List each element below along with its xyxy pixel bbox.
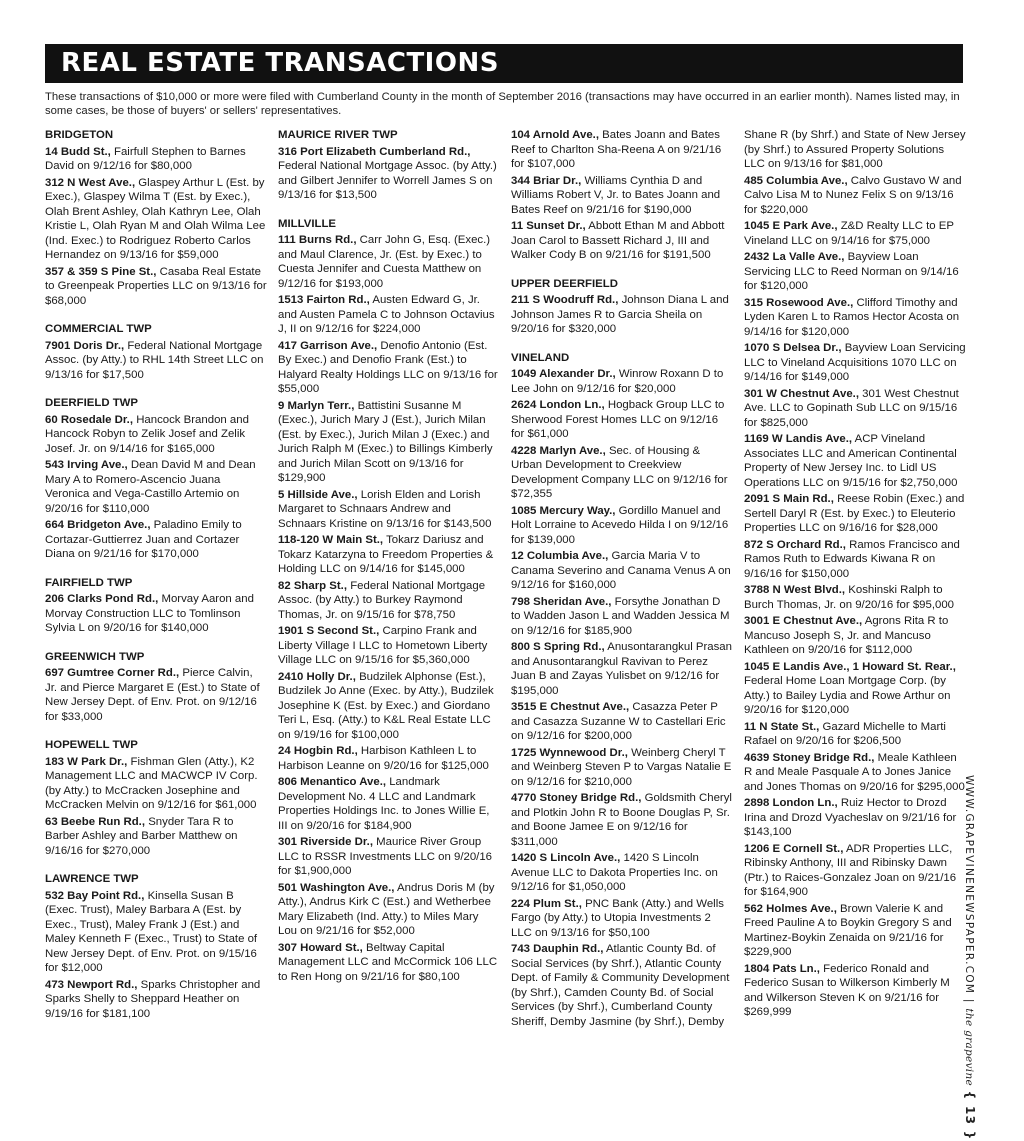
transaction-details: Abbott Ethan M and Abbott Joan Carol to Bassett Richard J, III and Walker Cody B on 9/21/16 for $191,500 [511, 220, 725, 261]
property-address: 4228 Marlyn Ave., [511, 444, 606, 457]
property-address: 316 Port Elizabeth Cumberland Rd., [278, 145, 471, 158]
transaction-details: Goldsmith Cheryl and Plotkin John R to Boone Douglas P, Sr. and Boone Jamee E on 9/12/16 for $311,000 [511, 792, 732, 848]
transaction-entry [744, 720, 966, 749]
transaction-details: 301 West Chestnut Ave. LLC to Gopinath Sub LLC on 9/15/16 for $825,000 [744, 387, 959, 429]
property-address: 1901 S Second St., [278, 625, 380, 637]
property-address: 3001 E Chestnut Ave., [744, 615, 863, 627]
transaction-details: Winrow Roxann D to Lee John on 9/12/16 for $20,000 [511, 368, 724, 395]
page-number: { 13 } [963, 1090, 977, 1141]
property-address: 9 Marlyn Terr., [278, 399, 355, 412]
property-address: 1045 E Park Ave., [744, 220, 838, 232]
transaction-entry [744, 492, 966, 536]
transaction-entry [511, 595, 733, 639]
property-address: 312 N West Ave., [45, 176, 136, 189]
property-address: 1725 Wynnewood Dr., [511, 746, 628, 759]
transaction-entry [744, 128, 966, 172]
transaction-entry [744, 751, 966, 795]
property-address: 562 Holmes Ave., [744, 902, 837, 915]
section-heading: GREENWICH TWP [45, 650, 145, 663]
transaction-entry [45, 815, 267, 859]
transaction-entry [45, 176, 267, 263]
property-address: 2410 Holly Dr., [278, 670, 356, 683]
transaction-details: Johnson Diana L and Johnson James R to Garcia Sheila on 9/20/16 for $320,000 [511, 294, 729, 335]
transaction-entry [511, 504, 733, 548]
transaction-entry [744, 842, 966, 900]
transaction-details: Battistini Susanne M (Exec.), Jurich Mary J (Est.), Jurich Milan (Est. by Exec.), Jurich Milan J (Exec.) and Jurich Ralph M (Exec.) to Billings Kimberly and Jurich Milan Scott on 9/13/16 for $129,900 [278, 399, 493, 484]
property-address: 485 Columbia Ave., [744, 174, 848, 187]
transaction-details: Lorish Elden and Lorish Margaret to Schnaars Andrew and Schnaars Kristine on 9/13/16 for $143,500 [278, 488, 492, 530]
page-title: REAL ESTATE TRANSACTIONS [61, 48, 499, 78]
column-1 [45, 128, 267, 1023]
property-address: 800 S Spring Rd., [511, 641, 605, 653]
transaction-details: Paladino Emily to Cortazar-Guttierrez Juan and Cortazer Diana on 9/21/16 for $170,000 [45, 519, 242, 560]
transaction-details: Atlantic County Bd. of Social Services (by Shrf.), Atlantic County Dept. of Family & Community Development (by Shrf.), Camden County Bd. of Social Services (by Shrf.), Cumberland County Sheriff, Demby Jasmine (by Shrf.), Demby [511, 943, 730, 1028]
transaction-entry [511, 398, 733, 442]
transaction-entry [278, 881, 500, 939]
transaction-details: Dean David M and Dean Mary A to Romero-Ascencio Juana Veronica and Vega-Castillo Artemio on 9/20/16 for $110,000 [45, 459, 256, 515]
transaction-entry [511, 174, 733, 218]
property-address: 3788 N West Blvd., [744, 584, 846, 596]
transaction-details: Hancock Brandon and Hancock Robyn to Zelik Josef and Zelik Josef. Jr. on 9/14/16 for $165,000 [45, 413, 249, 455]
transaction-entry [45, 755, 267, 813]
transaction-entry [511, 791, 733, 849]
property-address: 315 Rosewood Ave., [744, 296, 854, 309]
property-address: 697 Gumtree Corner Rd., [45, 667, 180, 679]
title-banner [45, 44, 963, 83]
transaction-details: 1420 S Lincoln Avenue LLC to Dakota Properties Inc. on 9/12/16 for $1,050,000 [511, 852, 718, 893]
property-address: 307 Howard St., [278, 941, 363, 954]
transaction-entry [744, 432, 966, 490]
property-address: 4770 Stoney Bridge Rd., [511, 792, 642, 804]
publication-name: the grapevine [963, 1008, 975, 1087]
column-2 [278, 128, 500, 986]
transaction-entry [511, 128, 733, 172]
property-address: 664 Bridgeton Ave., [45, 519, 151, 531]
transaction-details: Austen Edward G, Jr. and Austen Pamela C to Johnson Octavius J, II on 9/12/16 for $224,000 [278, 294, 495, 335]
transaction-details: Koshinski Ralph to Burch Thomas, Jr. on 9/20/16 for $95,000 [744, 584, 955, 611]
transaction-entry [278, 670, 500, 743]
transaction-details: Beltway Capital Management LLC and McCormick 106 LLC to Ren Hong on 9/21/16 for $80,100 [278, 941, 498, 983]
transaction-details: Fairfull Stephen to Barnes David on 9/12/16 for $80,000 [45, 145, 246, 172]
transaction-entry [45, 339, 267, 383]
property-address: 344 Briar Dr., [511, 174, 582, 187]
transaction-details: Carr John G, Esq. (Exec.) and Maul Clarence, Jr. (Est. by Exec.) to Cuesta Jennifer and Cuesta Matthew on 9/12/16 for $193,000 [278, 234, 491, 290]
transaction-details: Casaba Real Estate to Greenpeak Properties LLC on 9/13/16 for $68,000 [45, 265, 267, 307]
section-heading: COMMERCIAL TWP [45, 323, 152, 335]
transaction-details: Glaspey Arthur L (Est. by Exec.), Glaspey Wilma T (Est. by Exec.), Olah Brent Ashley, Olah Kathryn Lee, Olah Kristie L, Olah Ryan M and Olah Wilma Lee (Ind. Exec.) to Rodriguez Roberto Carlos Hernandez on 9/13/16 for $59,000 [45, 176, 266, 261]
property-address: 63 Beebe Run Rd., [45, 815, 146, 828]
transaction-entry [278, 145, 500, 203]
transaction-details: Harbison Kathleen L to Harbison Leanne on 9/20/16 for $125,000 [278, 745, 489, 772]
transaction-details: Bates Joann and Bates Reef to Charlton Sha-Reena A on 9/21/16 for $107,000 [511, 129, 722, 170]
section-heading: MILLVILLE [278, 217, 336, 230]
transaction-details: Sparks Christopher and Sparks Shelly to Sheppard Heather on 9/19/16 for $181,100 [45, 978, 261, 1020]
transaction-entry [278, 624, 500, 668]
transaction-entry [278, 775, 500, 833]
property-address: 473 Newport Rd., [45, 978, 138, 991]
transaction-entry [511, 942, 733, 1029]
transaction-details: Federal Home Loan Mortgage Corp. (by Atty.) to Bailey Lydia and Rowe Arthur on 9/20/16 for $120,000 [744, 675, 951, 716]
property-address: 7901 Doris Dr., [45, 339, 125, 352]
transaction-entry [278, 293, 500, 337]
property-address: 1804 Pats Ln., [744, 962, 820, 975]
transaction-details: Brown Valerie K and Freed Pauline A to Boykin Gregory S and Martinez-Boykin Zenaida on 9/21/16 for $229,900 [744, 902, 952, 958]
transaction-entry [744, 296, 966, 340]
property-address: 1169 W Landis Ave., [744, 433, 853, 445]
property-address: 543 Irving Ave., [45, 459, 128, 471]
transaction-entry [45, 889, 267, 976]
property-address: 104 Arnold Ave., [511, 129, 599, 141]
property-address: 82 Sharp St., [278, 579, 348, 592]
transaction-details: Landmark Development No. 4 LLC and Landmark Properties Holdings Inc. to Jones Willie E, III on 9/20/16 for $184,900 [278, 776, 490, 832]
transaction-details: Sec. of Housing & Urban Development to Creekview Development Company LLC on 9/12/16 for $72,355 [511, 444, 728, 500]
property-address: 1420 S Lincoln Ave., [511, 852, 621, 864]
transaction-entry [278, 744, 500, 773]
transaction-details: Williams Cynthia D and Williams Robert V, Jr. to Bates Joann and Bates Reef on 9/21/16 for $190,000 [511, 174, 721, 216]
property-address: 1513 Fairton Rd., [278, 294, 370, 306]
property-address: 4639 Stoney Bridge Rd., [744, 751, 875, 764]
footer-separator: | [963, 998, 975, 1004]
transaction-entry [744, 387, 966, 431]
property-address: 357 & 359 S Pine St., [45, 265, 157, 278]
transaction-details: Ramos Francisco and Ramos Ruth to Edwards Kiwana R on 9/16/16 for $150,000 [744, 538, 960, 580]
transaction-entry [45, 145, 267, 174]
transaction-details: Weinberg Cheryl T and Weinberg Steven P to Vargas Natalie E on 9/12/16 for $210,000 [511, 746, 732, 788]
transaction-details: Meale Kathleen R and Meale Pasquale A to Jones Janice and Jones Thomas on 9/20/16 for $295,000 [744, 751, 965, 793]
property-address: 1070 S Delsea Dr., [744, 342, 842, 354]
section-heading: DEERFIELD TWP [45, 397, 139, 409]
property-address: 806 Menantico Ave., [278, 776, 387, 788]
property-address: 301 W Chestnut Ave., [744, 387, 859, 400]
section-heading: MAURICE RIVER TWP [278, 129, 398, 141]
transaction-entry [744, 614, 966, 658]
property-address: 501 Washington Ave., [278, 881, 395, 894]
transaction-entry [511, 444, 733, 502]
transaction-entry [45, 458, 267, 516]
property-address: 2898 London Ln., [744, 797, 838, 809]
property-address: 111 Burns Rd., [278, 234, 357, 246]
transaction-entry [278, 533, 500, 577]
transaction-details: Z&D Realty LLC to EP Vineland LLC on 9/14/16 for $75,000 [744, 220, 954, 247]
property-address: 11 N State St., [744, 720, 820, 733]
transaction-details: Federico Ronald and Federico Susan to Wilkerson Kimberly M and Wilkerson Steven K on 9/21/16 for $269,999 [744, 962, 950, 1018]
property-address: 11 Sunset Dr., [511, 220, 586, 232]
transaction-entry [278, 399, 500, 486]
property-address: 417 Garrison Ave., [278, 339, 378, 352]
transaction-details: Federal National Mortgage Assoc. (by Atty.) to RHL 14th Street LLC on 9/13/16 for $17,500 [45, 339, 264, 381]
transaction-details: Snyder Tara R to Barber Ashley and Barber Matthew on 9/16/16 for $270,000 [45, 815, 238, 857]
property-address: 872 S Orchard Rd., [744, 538, 846, 551]
transaction-entry [744, 902, 966, 960]
property-address: 2091 S Main Rd., [744, 493, 834, 505]
transaction-entry [278, 835, 500, 879]
transaction-entry [744, 660, 966, 718]
property-address: 224 Plum St., [511, 897, 582, 910]
property-address: 24 Hogbin Rd., [278, 745, 358, 757]
transaction-entry [511, 897, 733, 941]
transaction-details: Tokarz Dariusz and Tokarz Katarzyna to Freedom Properties & Holding LLC on 9/14/16 for $145,000 [278, 534, 494, 575]
transaction-entry [45, 666, 267, 724]
transaction-entry [278, 339, 500, 397]
transaction-entry [744, 796, 966, 840]
transaction-details: Denofio Antonio (Est. By Exec.) and Denofio Frank (Est.) to Halyard Realty Holdings LLC on 9/13/16 for $55,000 [278, 339, 498, 395]
transaction-details: Federal National Mortgage Assoc. (by Atty.) and Gilbert Jennifer to Worrell James S on 9/13/16 for $13,500 [278, 160, 497, 201]
property-address: 2624 London Ln., [511, 399, 605, 411]
transaction-details: Federal National Mortgage Assoc. (by Atty.) to Burkey Raymond Thomas, Jr. on 9/15/16 for $78,750 [278, 579, 486, 621]
transaction-entry [744, 219, 966, 248]
transaction-details: Garcia Maria V to Canama Severino and Canama Venus A on 9/12/16 for $160,000 [511, 550, 731, 591]
transaction-entry [278, 941, 500, 985]
transaction-entry [511, 219, 733, 263]
transaction-details: Calvo Gustavo W and Calvo Lisa M to Nunez Felix S on 9/13/16 for $220,000 [744, 174, 962, 216]
transaction-details: Forsythe Jonathan D to Wadden Jason L and Wadden Jessica M on 9/12/16 for $185,900 [511, 595, 730, 637]
transaction-details: Kinsella Susan B (Exec. Trust), Maley Barbara A (Est. by Exec., Trust), Maley Frank J (Est.) and Maley Kenneth F (Exec., Trust) to State of New Jersey Dept. of Env. Prot. on 9/15/16 for $12,000 [45, 889, 258, 974]
transaction-entry [511, 367, 733, 396]
section-heading: FAIRFIELD TWP [45, 576, 133, 589]
transaction-details: Hogback Group LLC to Sherwood Forest Homes LLC on 9/12/16 for $61,000 [511, 399, 725, 440]
property-address: 743 Dauphin Rd., [511, 943, 604, 955]
property-address: 211 S Woodruff Rd., [511, 294, 619, 306]
transaction-details: Carpino Frank and Liberty Village I LLC to Hometown Liberty Village LLC on 9/15/16 for $5,360,000 [278, 625, 488, 666]
property-address: 301 Riverside Dr., [278, 836, 373, 848]
section-heading: VINELAND [511, 351, 570, 364]
transaction-entry [278, 579, 500, 623]
transaction-details: PNC Bank (Atty.) and Wells Fargo (by Atty.) to Utopia Investments 2 LLC on 9/13/16 for $50,100 [511, 897, 724, 939]
transaction-details: Pierce Calvin, Jr. and Pierce Margaret E (Est.) to State of New Jersey Dept. of Env. Prot. on 9/12/16 for $33,000 [45, 667, 260, 723]
column-3 [511, 128, 733, 1031]
transaction-entry [511, 851, 733, 895]
transaction-entry [278, 488, 500, 532]
property-address: 1049 Alexander Dr., [511, 368, 616, 380]
transaction-details: Morvay Aaron and Morvay Construction LLC to Tomlinson Sylvia L on 9/20/16 for $140,000 [45, 593, 254, 634]
transaction-details: Andrus Doris M (by Atty.), Andrus Kirk C (Est.) and Wetherbee Mary Elizabeth (Ind. Atty.) to Miles Mary Lou on 9/21/16 for $52,000 [278, 881, 495, 937]
transaction-details: Anusontarangkul Prasan and Anusontarangkul Ravivan to Perez Juan B and Zayas Yulisbet on 9/12/16 for $195,000 [511, 641, 732, 697]
transaction-entry [744, 174, 966, 218]
transaction-details: Shane R (by Shrf.) and State of New Jersey (by Shrf.) to Assured Property Solutions LLC on 9/13/16 for $81,000 [744, 129, 966, 170]
transaction-details: Ruiz Hector to Drozd Irina and Drozd Vyacheslav on 9/21/16 for $143,100 [744, 797, 957, 838]
transaction-entry [45, 592, 267, 636]
property-address: 5 Hillside Ave., [278, 488, 358, 501]
transaction-entry [511, 640, 733, 698]
transaction-details: Budzilek Alphonse (Est.), Budzilek Jo Anne (Exec. by Atty.), Budzilek Josephine K (Est. by Exec.) and Giordano Teri L, Esq. (Atty.) to K&L Real Estate LLC on 9/19/16 for $100,000 [278, 670, 494, 741]
transaction-entry [511, 746, 733, 790]
transaction-entry [744, 962, 966, 1020]
transaction-details: Bayview Loan Servicing LLC to Vineland Acquisitions 1070 LLC on 9/14/16 for $149,000 [744, 342, 966, 383]
property-address: 1045 E Landis Ave., 1 Howard St. Rear., [744, 660, 956, 673]
property-address: 1206 E Cornell St., [744, 842, 844, 855]
transaction-entry [278, 233, 500, 291]
property-address: 3515 E Chestnut Ave., [511, 701, 630, 713]
property-address: 1085 Mercury Way., [511, 504, 616, 517]
transaction-details: Maurice River Group LLC to RSSR Investments LLC on 9/20/16 for $1,900,000 [278, 836, 493, 877]
transaction-details: Casazza Peter P and Casazza Suzanne W to Castellari Eric on 9/12/16 for $200,000 [511, 701, 726, 742]
section-heading: UPPER DEERFIELD [511, 277, 618, 290]
page-footer-vertical [963, 775, 987, 1141]
transaction-entry [744, 250, 966, 294]
property-address: 183 W Park Dr., [45, 755, 128, 768]
transaction-details: Reese Robin (Exec.) and Sertell Daryl R (Est. by Exec.) to Eleuterio Properties LLC on 9/16/16 for $28,000 [744, 493, 965, 534]
transaction-details: ADR Properties LLC, Ribinsky Anthony, III and Ribinsky Dawn (Ptr.) to Raices-Gonzalez Joan on 9/21/16 for $164,900 [744, 842, 957, 898]
transaction-details: Bayview Loan Servicing LLC to Reed Norman on 9/14/16 for $120,000 [744, 251, 959, 292]
property-address: 60 Rosedale Dr., [45, 413, 134, 426]
transaction-entry [511, 549, 733, 593]
section-heading: LAWRENCE TWP [45, 873, 139, 885]
transaction-entry [45, 265, 267, 309]
transaction-entry [744, 341, 966, 385]
property-address: 14 Budd St., [45, 145, 111, 158]
transaction-entry [744, 538, 966, 582]
property-address: 118-120 W Main St., [278, 534, 384, 546]
transaction-details: Gazard Michelle to Marti Rafael on 9/20/16 for $206,500 [744, 720, 946, 747]
intro-text: These transactions of $10,000 or more were filed with Cumberland County in the month of September 2016 (transactions may have occurred in an earlier month). Names listed may, in some cases, be those of buyers' or sellers' representatives. [45, 91, 960, 117]
property-address: 798 Sheridan Ave., [511, 595, 612, 608]
transaction-details: Fishman Glen (Atty.), K2 Management LLC and MACWCP IV Corp. (by Atty.) to McCracken Josephine and McCracken Melvin on 9/12/16 for $61,000 [45, 755, 258, 811]
property-address: 206 Clarks Pond Rd., [45, 593, 159, 605]
transaction-details: Clifford Timothy and Lyden Karen L to Ramos Hector Acosta on 9/14/16 for $120,000 [744, 296, 960, 338]
transaction-entry [511, 700, 733, 744]
transaction-entry [45, 978, 267, 1022]
transaction-details: Gordillo Manuel and Holt Lorraine to Acevedo Hilda I on 9/12/16 for $139,000 [511, 504, 729, 546]
property-address: 2432 La Valle Ave., [744, 251, 845, 263]
transaction-entry [45, 413, 267, 457]
column-4 [744, 128, 966, 1022]
transaction-entry [511, 293, 733, 337]
transaction-details: ACP Vineland Associates LLC and American Continental Property of New Jersey Inc. to Lidl US Operations LLC on 9/15/16 for $2,750,000 [744, 433, 958, 489]
property-address: 532 Bay Point Rd., [45, 889, 145, 902]
transaction-entry [45, 518, 267, 562]
section-heading: HOPEWELL TWP [45, 739, 138, 751]
transaction-details: Agrons Rita R to Mancuso Joseph S, Jr. and Mancuso Kathleen on 9/20/16 for $112,000 [744, 615, 949, 656]
transaction-entry [744, 583, 966, 612]
property-address: 12 Columbia Ave., [511, 550, 609, 562]
section-heading: BRIDGETON [45, 129, 114, 141]
site-url: WWW.GRAPEVINENEWSPAPER.COM [963, 775, 975, 995]
